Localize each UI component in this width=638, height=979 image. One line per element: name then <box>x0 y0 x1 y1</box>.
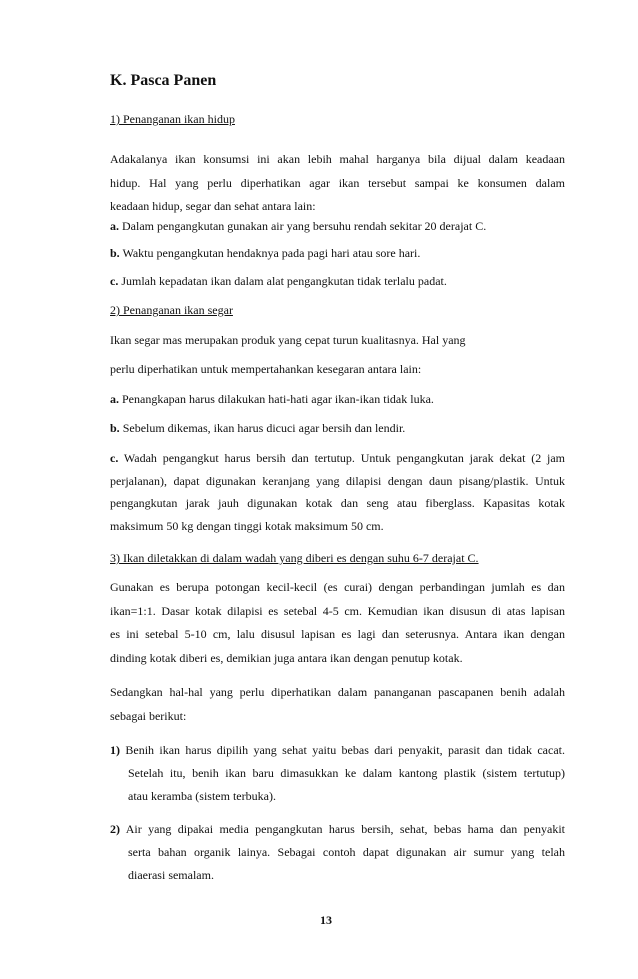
section-heading: K. Pasca Panen <box>110 72 217 89</box>
paragraph-line: maksimum 50 kg dengan tinggi kotak maksimum 50 cm. <box>110 518 384 533</box>
list-label: 2) <box>110 822 120 836</box>
paragraph-line: sebagai berikut: <box>110 709 187 723</box>
page-number: 13 <box>320 913 332 927</box>
paragraph-seed <box>110 680 565 728</box>
list-item-1b <box>110 243 565 263</box>
paragraph-line: perlu diperhatikan untuk mempertahankan kesegaran antara lain: <box>110 362 422 376</box>
list-text: Benih ikan harus dipilih yang sehat yaitu bebas dari penyakit, parasit dan tidak cacat. <box>120 743 565 757</box>
paragraph-line: Gunakan es berupa potongan kecil-kecil (es curai) dengan perbandingan jumlah es dan <box>110 580 565 594</box>
list-label: a. <box>110 219 119 233</box>
list-label: c. <box>110 274 119 288</box>
list-label: b. <box>110 246 120 260</box>
list-text: Air yang dipakai media pengangkutan harus bersih, sehat, bebas hama dan penyakit <box>120 822 565 836</box>
list-item-1c <box>110 271 565 291</box>
subsection-title-ice: 3) Ikan diletakkan di dalam wadah yang diberi es dengan suhu 6-7 derajat C. <box>110 551 479 565</box>
list-text: Wadah pengangkut harus bersih dan tertutup. Untuk pengangkutan jarak dekat (2 jam <box>118 451 565 465</box>
paragraph-line: ikan=1:1. Dasar kotak dilapisi es setebal 4-5 cm. Kemudian ikan disusun di atas lapisan <box>110 603 565 618</box>
list-text: Waktu pengangkutan hendaknya pada pagi hari atau sore hari. <box>119 246 421 260</box>
numbered-item-2 <box>110 818 565 887</box>
list-item-2c <box>110 447 565 537</box>
paragraph-line: Ikan segar mas merupakan produk yang cepat turun kualitasnya. Hal yang <box>110 333 466 347</box>
paragraph-line: hidup. Hal yang perlu diperhatikan agar ikan tersebut sampai ke konsumen dalam <box>110 175 565 190</box>
list-text: Sebelum dikemas, ikan harus dicuci agar bersih dan lendir. <box>119 421 406 435</box>
paragraph-ice <box>110 576 565 670</box>
list-text: Penangkapan harus dilakukan hati-hati agar ikan-ikan tidak luka. <box>119 392 434 406</box>
paragraph-live-fish <box>110 148 565 219</box>
list-label: c. <box>110 451 119 465</box>
paragraph-line: keadaan hidup, segar dan sehat antara lain: <box>110 199 316 213</box>
paragraph-line <box>110 739 565 762</box>
list-item-2a <box>110 389 565 409</box>
list-label: a. <box>110 392 119 406</box>
list-text: Dalam pengangkutan gunakan air yang bersuhu rendah sekitar 20 derajat C. <box>119 219 487 233</box>
list-item-2b <box>110 418 565 438</box>
paragraph-line: dinding kotak diberi es, demikian juga antara ikan dengan penutup kotak. <box>110 650 463 665</box>
paragraph-line: Setelah itu, benih ikan baru dimasukkan ke dalam kantong plastik (sistem tertutup) <box>128 766 565 780</box>
paragraph-line <box>110 818 565 841</box>
list-text: Jumlah kepadatan ikan dalam alat pengangkutan tidak terlalu padat. <box>118 274 447 288</box>
paragraph-line: pengangkutan jarak jauh digunakan kotak dan seng atau fiberglass. Kapasitas kotak <box>110 496 565 510</box>
list-label: 1) <box>110 743 120 757</box>
paragraph-line: diaerasi semalam. <box>128 868 214 882</box>
list-item-1a <box>110 216 565 236</box>
paragraph-line: perjalanan), dapat digunakan keranjang yang dilapisi dengan daun pisang/plastik. Untuk <box>110 473 565 488</box>
paragraph-line: serta bahan organik lainya. Sebagai contoh dapat digunakan air sumur yang telah <box>128 845 565 859</box>
list-label: b. <box>110 421 120 435</box>
subsection-title-live-fish: 1) Penanganan ikan hidup <box>110 112 235 126</box>
subsection-title-fresh-fish: 2) Penanganan ikan segar <box>110 303 233 317</box>
paragraph-line: es ini setebal 5-10 cm, lalu disusul lapisan es lagi dan seterusnya. Antara ikan dengan <box>110 627 565 641</box>
paragraph-line: Sedangkan hal-hal yang perlu diperhatikan dalam pananganan pascapanen benih adalah <box>110 685 565 699</box>
paragraph-line: Adakalanya ikan konsumsi ini akan lebih mahal harganya bila dijual dalam keadaan <box>110 152 565 166</box>
paragraph-line <box>110 447 565 470</box>
paragraph-line: atau keramba (sistem terbuka). <box>128 789 276 803</box>
numbered-item-1 <box>110 739 565 808</box>
